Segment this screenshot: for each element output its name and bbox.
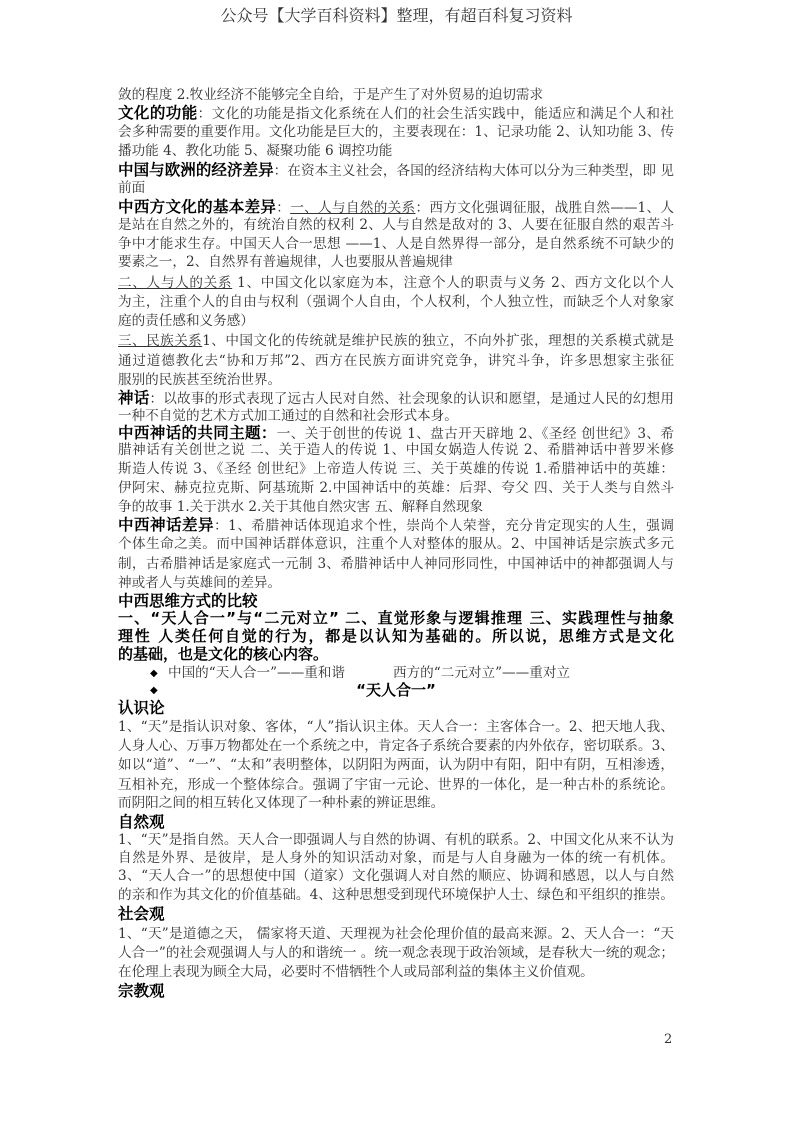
text-run: ：在资本主义社会，各国的经济结构大体可以分为三种类型，即 见 bbox=[273, 163, 674, 179]
text-line bbox=[118, 122, 674, 142]
text-line bbox=[118, 215, 674, 235]
text-line bbox=[118, 273, 674, 293]
text-run: 个体生命之美。而中国神话群体意识，注重个人对整体的服从。2、中国神话是宗族式多元 bbox=[118, 536, 674, 552]
section-heading: 中国与欧洲的经济差异 bbox=[118, 161, 274, 179]
bullet-icon: ◆ bbox=[150, 685, 158, 696]
text-line bbox=[118, 234, 674, 254]
page-number: 2 bbox=[664, 1032, 673, 1047]
text-line bbox=[118, 848, 674, 868]
text-line bbox=[118, 85, 674, 105]
text-run: 互相补充，形成一个整体综合。强调了宇宙一元论、世界的一体化，是一种古朴的系统论。 bbox=[118, 777, 674, 793]
text-run: 1、中国文化以家庭为本，注意个人的职责与义务 2、西方文化以个人 bbox=[232, 275, 675, 291]
text-line bbox=[118, 866, 674, 886]
section-heading: 自然观 bbox=[118, 813, 165, 831]
text-line bbox=[118, 717, 674, 737]
text-line bbox=[118, 388, 674, 408]
text-run: 人身人心、万事万物都处在一个系统之中，肯定各子系统合要素的内外依存，密切联系。3、 bbox=[118, 738, 674, 754]
text-run: 制，古希腊神话是家庭式一元制 3、希腊神话中人神同形同性，中国神话中的神都强调人与 bbox=[118, 556, 674, 572]
text-line bbox=[118, 981, 674, 1001]
text-run: ：西方文化强调征服，战胜自然——1、人 bbox=[415, 200, 675, 216]
text-line bbox=[118, 351, 674, 371]
text-line bbox=[118, 554, 674, 574]
text-run: 在伦理上表现为顾全大局，必要时不惜牺牲个人或局部利益的集体主义价值观。 bbox=[118, 964, 594, 980]
section-heading: 神话 bbox=[118, 389, 150, 407]
text-run: 前面 bbox=[118, 180, 146, 196]
text-run: 播功能 4、教化功能 5、凝聚功能 6 调控功能 bbox=[118, 143, 393, 159]
text-line bbox=[118, 924, 674, 944]
text-line bbox=[118, 793, 674, 813]
section-heading: 理性 人类任何自觉的行为，都是以认知为基础的。所以说，思维方式是文化 bbox=[118, 627, 674, 645]
text-line bbox=[118, 141, 674, 161]
text-line bbox=[118, 440, 674, 460]
text-run: 会多种需要的重要作用。文化功能是巨大的，主要表现在：1、记录功能 2、认知功能 3、传 bbox=[118, 124, 674, 140]
text-run: 为主，注重个人的自由与权利（强调个人自由，个人权利，个人独立性，而缺乏个人对象家 bbox=[118, 294, 674, 310]
text-line bbox=[118, 885, 674, 905]
page-header: 公众号【大学百科资料】整理，有超百科复习资料 bbox=[220, 6, 573, 25]
bullet-icon: ◆ bbox=[150, 668, 158, 679]
text-run: ：文化的功能是指文化系统在人们的社会生活实践中，能适应和满足个人和社 bbox=[197, 106, 674, 122]
text-line bbox=[118, 736, 674, 756]
text-run: 争的故事 1.关于洪水 2.关于其他自然灾害 五、解释自然现象 bbox=[118, 499, 484, 515]
text-run: 神或者人与英雄间的差异。 bbox=[118, 575, 282, 591]
text-line bbox=[118, 830, 674, 850]
text-run: 1、“天”是指认识对象、客体，“人”指认识主体。天人合一：主客体合一。2、把天地人我、 bbox=[118, 719, 674, 735]
text-run: 斯造人传说 3、《圣经 创世纪》上帝造人传说 三、关于英雄的传说 1.希腊神话中的英雄： bbox=[118, 461, 674, 477]
text-run: 1、“天”是指自然。天人合一即强调人与自然的协调、有机的联系。2、中国文化从来不认为 bbox=[118, 832, 674, 848]
text-run: 1、中国文化的传统就是维护民族的独立，不向外扩张，理想的关系模式就是 bbox=[202, 333, 675, 349]
text-run: 自然是外界、是彼岸，是人身外的知识活动对象，而是与人自身融为一体的统一有机体。 bbox=[118, 850, 674, 866]
section-heading: 一、“天人合一”与“二元对立” 二、直觉形象与逻辑推理 三、实践理性与抽象 bbox=[118, 609, 674, 627]
text-line bbox=[118, 534, 674, 554]
text-run: 敛的程度 2.牧业经济不能够完全自给，于是产生了对外贸易的迫切需求 bbox=[118, 87, 544, 103]
text-run: 的亲和作为其文化的价值基础。4、这种思想受到现代环境保护人士、绿色和平组织的推崇。 bbox=[118, 887, 674, 903]
bullet-western: 西方的“二元对立”——重对立 bbox=[393, 665, 571, 681]
text-run: 三、民族关系 bbox=[118, 333, 203, 349]
text-run: 3、“天人合一”的思想使中国（道家）文化强调人对自然的顺应、协调和感恩，以人与自然 bbox=[118, 868, 674, 884]
text-line bbox=[118, 755, 674, 775]
text-run: 服别的民族甚至统治世界。 bbox=[118, 372, 282, 388]
text-run: ：1、希腊神话体现追求个性，崇尚个人荣誉，充分肯定现实的人生，强调 bbox=[214, 518, 674, 534]
text-line bbox=[118, 311, 674, 331]
text-run: 二、人与人的关系 bbox=[118, 275, 233, 291]
text-line bbox=[118, 626, 674, 646]
text-run: 1、“天”是道德之天， 儒家将天道、天理视为社会伦理价值的最高来源。2、天人合一：“天 bbox=[118, 926, 674, 942]
text-line bbox=[118, 459, 674, 479]
text-line bbox=[118, 904, 674, 924]
text-run: 要素之一，2、自然界有普遍规律，人也要服从普遍规律 bbox=[118, 254, 453, 270]
text-run: 通过道德教化去“协和万邦”2、西方在民族方面讲究竞争，讲究斗争，许多思想家主张征 bbox=[118, 353, 674, 369]
text-line bbox=[118, 497, 674, 517]
section-heading: 认识论 bbox=[118, 699, 165, 717]
text-run: 腊神话有关创世之说 二、关于造人的传说 1、中国女娲造人传说 2、希腊神话中普罗米修 bbox=[118, 442, 674, 458]
text-line bbox=[118, 573, 674, 593]
text-line bbox=[118, 515, 674, 535]
text-line bbox=[118, 178, 674, 198]
text-line bbox=[118, 103, 674, 123]
text-run: 庭的责任感和义务感） bbox=[118, 313, 254, 329]
text-run: 争中才能求生存。中国天人合一思想 ——1、人是自然界得一部分，是自然系统不可缺少的 bbox=[118, 236, 674, 252]
text-line bbox=[118, 698, 674, 718]
text-run: 一、关于创世的传说 1、盘古开天辟地 2、《圣经 创世纪》3、希 bbox=[276, 426, 674, 442]
section-heading: 中西思维方式的比较 bbox=[118, 592, 258, 610]
section-heading: 社会观 bbox=[118, 905, 165, 923]
text-run: 人合一”的社会观强调人与人的和谐统一 。统一观念表现于政治领域，是春秋大一统的观念； bbox=[118, 945, 674, 961]
text-line bbox=[118, 370, 674, 390]
text-run: 如以“道”、“一”、“太和”表明整体，以阴阳为两面，认为阴中有阳，阳中有阴，互相渗透， bbox=[118, 757, 674, 773]
section-heading: 的基础，也是文化的核心内容。 bbox=[118, 645, 329, 663]
text-run: 伊阿宋、赫克拉克斯、阿基琉斯 2.中国神话中的英雄：后羿、夸父 四、关于人类与自然斗 bbox=[118, 480, 674, 496]
text-run: ：以故事的形式表现了远古人民对自然、社会现象的认识和愿望，是通过人民的幻想用 bbox=[149, 391, 674, 407]
text-run: 是站在自然之外的，有统治自然的权利 2、人与自然是敌对的 3、人要在征服自然的艰苦斗 bbox=[118, 217, 674, 233]
text-line bbox=[118, 962, 674, 982]
tianrenheyi-heading: “天人合一” bbox=[356, 681, 436, 699]
section-heading: 中西神话的共同主题： bbox=[118, 424, 277, 442]
section-heading: 中西神话差异 bbox=[118, 516, 215, 534]
text-line bbox=[118, 812, 674, 832]
section-heading: 宗教观 bbox=[118, 982, 165, 1000]
text-line bbox=[118, 943, 674, 963]
section-heading: 文化的功能 bbox=[118, 104, 198, 122]
text-line bbox=[118, 292, 674, 312]
text-line bbox=[118, 608, 674, 628]
section-heading: 中西方文化的基本差异 bbox=[118, 198, 277, 216]
bullet-chinese: 中国的“天人合一”——重和谐 bbox=[168, 665, 346, 681]
text-line bbox=[118, 644, 674, 664]
text-run: 一种不自觉的艺术方式加工通过的自然和社会形式本身。 bbox=[118, 408, 458, 424]
text-line bbox=[118, 775, 674, 795]
text-run: 一、人与自然的关系 bbox=[290, 200, 416, 216]
text-line bbox=[118, 252, 674, 272]
text-line bbox=[118, 197, 674, 217]
text-line bbox=[118, 160, 674, 180]
text-run: 而阴阳之间的相互转化又体现了一种朴素的辨证思维。 bbox=[118, 795, 445, 811]
text-run: ： bbox=[276, 200, 291, 216]
text-line bbox=[118, 331, 674, 351]
text-line bbox=[118, 478, 674, 498]
